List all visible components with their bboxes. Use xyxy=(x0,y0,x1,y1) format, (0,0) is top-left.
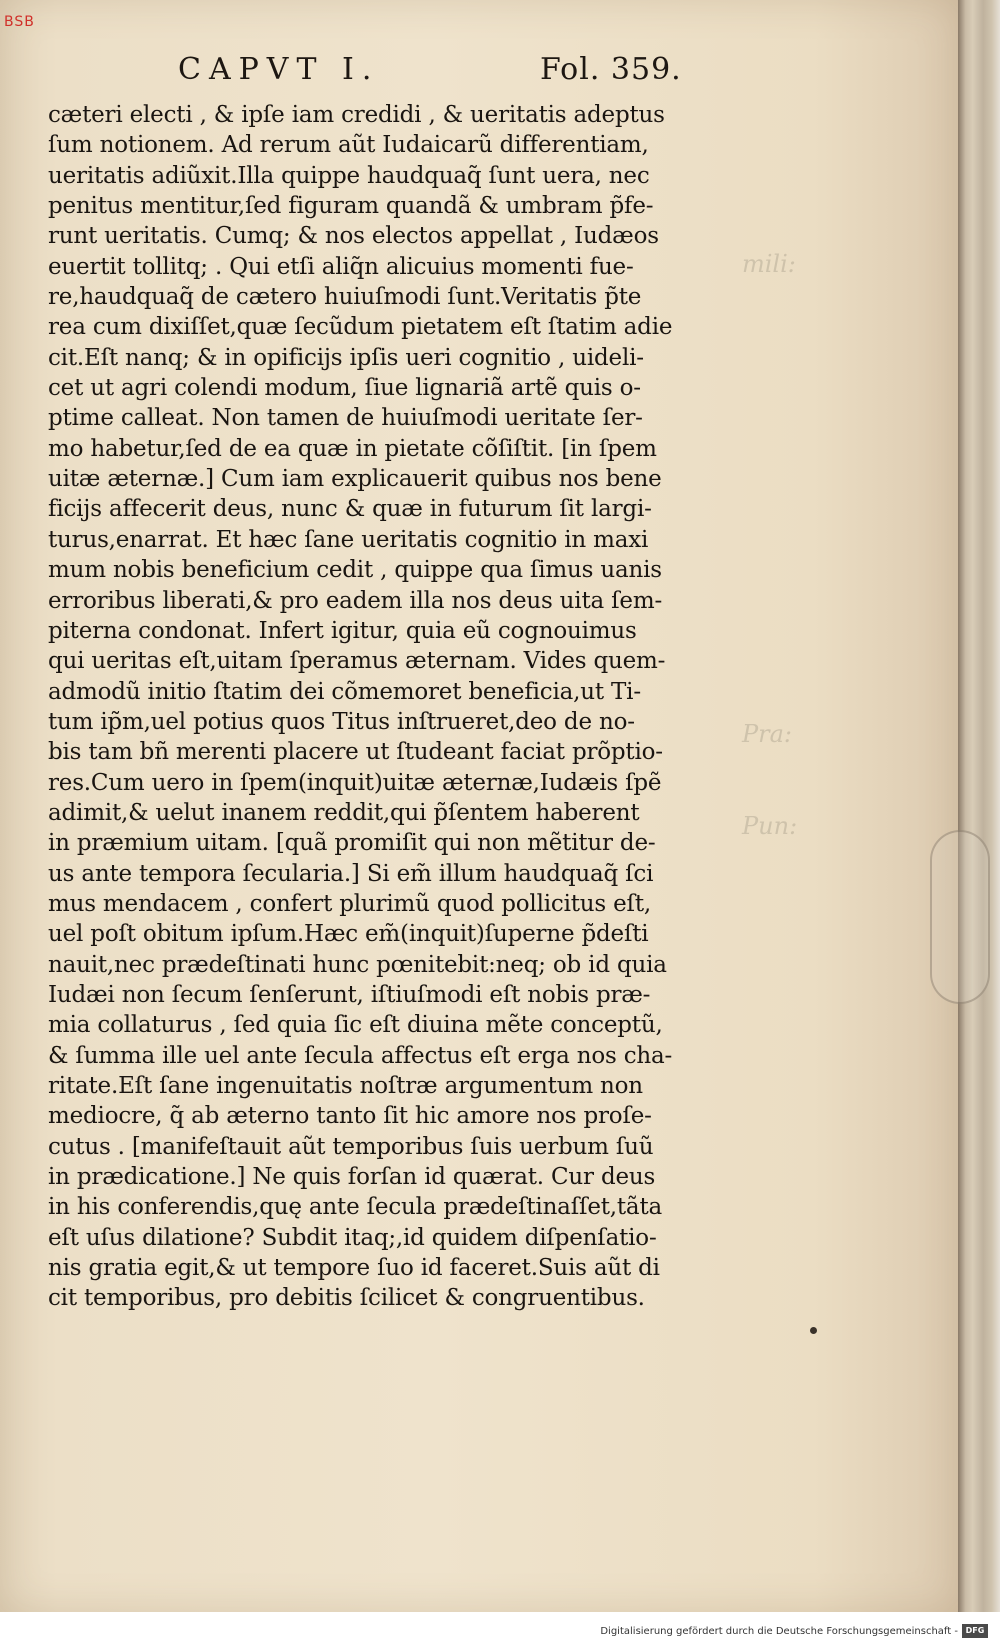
text-line: piterna condonat. Infert igitur, quia eũ cognouimus xyxy=(48,617,637,644)
text-line: mum nobis beneficium cedit , quippe qua ſimus uanis xyxy=(48,557,662,584)
text-line: ptime calleat. Non tamen de huiuſmodi ueritate ſer- xyxy=(48,405,643,432)
text-line: mo habetur,ſed de ea quæ in pietate cõſiſtit. [in ſpem xyxy=(48,435,657,462)
text-line: uitæ æternæ.] Cum iam explicauerit quibus nos bene xyxy=(48,466,662,493)
text-line: ſum notionem. Ad rerum aũt Iudaicarũ differentiam, xyxy=(48,132,649,159)
ink-spot xyxy=(810,1327,817,1334)
text-line: res.Cum uero in ſpem(inquit)uitæ æternæ,Iudæis ſpẽ xyxy=(48,769,662,796)
chapter-heading: CAPVT I. xyxy=(178,52,380,87)
text-line: in his conferendis,quę ante ſecula prædeſtinaſſet,tãta xyxy=(48,1194,662,1221)
book-fore-edge xyxy=(958,0,1000,1612)
text-line: cit.Eſt nanq; & in opificijs ipſis ueri cognitio , uideli- xyxy=(48,344,644,371)
text-line: ficijs affecerit deus, nunc & quæ in futurum ſit largi- xyxy=(48,496,652,523)
text-line: eſt uſus dilatione? Subdit itaq;,id quidem diſpenſatio- xyxy=(48,1224,657,1251)
text-line: mus mendacem , confert plurimũ quod pollicitus eſt, xyxy=(48,890,651,917)
show-through-mark: mili: xyxy=(742,250,796,278)
funding-credit: Digitalisierung gefördert durch die Deutsche Forschungsgemeinschaft - xyxy=(600,1626,958,1637)
text-line: bis tam bñ merenti placere ut ſtudeant faciat prõptio- xyxy=(48,739,663,766)
text-line: erroribus liberati,& pro eadem illa nos deus uita ſem- xyxy=(48,587,663,614)
text-line: in præmium uitam. [quã promiſit qui non mẽtitur de- xyxy=(48,830,656,857)
text-line: turus,enarrat. Et hæc ſane ueritatis cognitio in maxi xyxy=(48,526,649,553)
book-clip xyxy=(930,830,990,1004)
body-text xyxy=(48,100,728,1314)
text-line: cutus . [manifeſtauit aũt temporibus ſuis uerbum ſuũ xyxy=(48,1133,654,1160)
text-line: nauit,nec prædeſtinati hunc pœnitebit:neq; ob id quia xyxy=(48,951,667,978)
text-line: ritate.Eſt ſane ingenuitatis noſtræ argumentum non xyxy=(48,1073,643,1099)
text-line: us ante tempora ſecularia.] Si em̃ illum haudquaq̃ ſci xyxy=(48,860,654,887)
text-line: mediocre, q̃ ab æterno tanto ſit hic amore nos proſe- xyxy=(48,1103,652,1130)
text-line: euertit tollitq; . Qui etſi aliq̃n alicuius momenti fue- xyxy=(48,253,634,280)
text-line: mia collaturus , ſed quia ſic eſt diuina mẽte conceptũ, xyxy=(48,1012,663,1039)
text-line: tum ip̃m,uel potius quos Titus inſtrueret,deo de no- xyxy=(48,708,635,735)
folio-number: Fol. 359. xyxy=(540,52,682,87)
text-line: cet ut agri colendi modum, ſiue lignariã artẽ quis o- xyxy=(48,375,641,402)
text-line: cit temporibus, pro debitis ſcilicet & congruentibus. xyxy=(48,1285,645,1312)
text-line: runt ueritatis. Cumq; & nos electos appellat , Iudæos xyxy=(48,223,659,250)
show-through-mark: Pra: xyxy=(742,720,793,748)
digitization-footer xyxy=(0,1612,1000,1644)
text-line: qui ueritas eſt,uitam ſperamus æternam. Vides quem- xyxy=(48,648,666,675)
running-head xyxy=(0,52,958,102)
text-line: & ſumma ille uel ante ſecula affectus eſt erga nos cha- xyxy=(48,1042,673,1069)
text-line: penitus mentitur,ſed figuram quandã & umbram p̃fe- xyxy=(48,193,654,220)
show-through-mark: Pun: xyxy=(742,812,798,840)
text-line: in prædicatione.] Ne quis forſan id quærat. Cur deus xyxy=(48,1164,656,1191)
text-line: adimit,& uelut inanem reddit,qui p̃ſentem haberent xyxy=(48,799,640,826)
text-line: nis gratia egit,& ut tempore ſuo id faceret.Suis aũt di xyxy=(48,1255,660,1282)
text-line: Iudæi non ſecum ſenſerunt, iſtiuſmodi eſt nobis præ- xyxy=(48,981,651,1008)
dfg-logo: DFG xyxy=(962,1624,988,1638)
text-line: cæteri electi , & ipſe iam credidi , & ueritatis adeptus xyxy=(48,102,665,128)
text-line: re,haudquaq̃ de cætero huiuſmodi ſunt.Veritatis p̃te xyxy=(48,284,642,311)
text-line: ueritatis adiũxit.Illa quippe haudquaq̃ ſunt uera, nec xyxy=(48,162,650,189)
text-line: rea cum dixiſſet,quæ ſecũdum pietatem eſt ſtatim adie xyxy=(48,314,673,341)
text-line: admodũ initio ſtatim dei cõmemoret beneficia,ut Ti- xyxy=(48,678,641,705)
text-line: uel poſt obitum ipſum.Hæc em̃(inquit)ſuperne p̃deſti xyxy=(48,921,649,948)
library-mark: BSB xyxy=(4,14,35,30)
